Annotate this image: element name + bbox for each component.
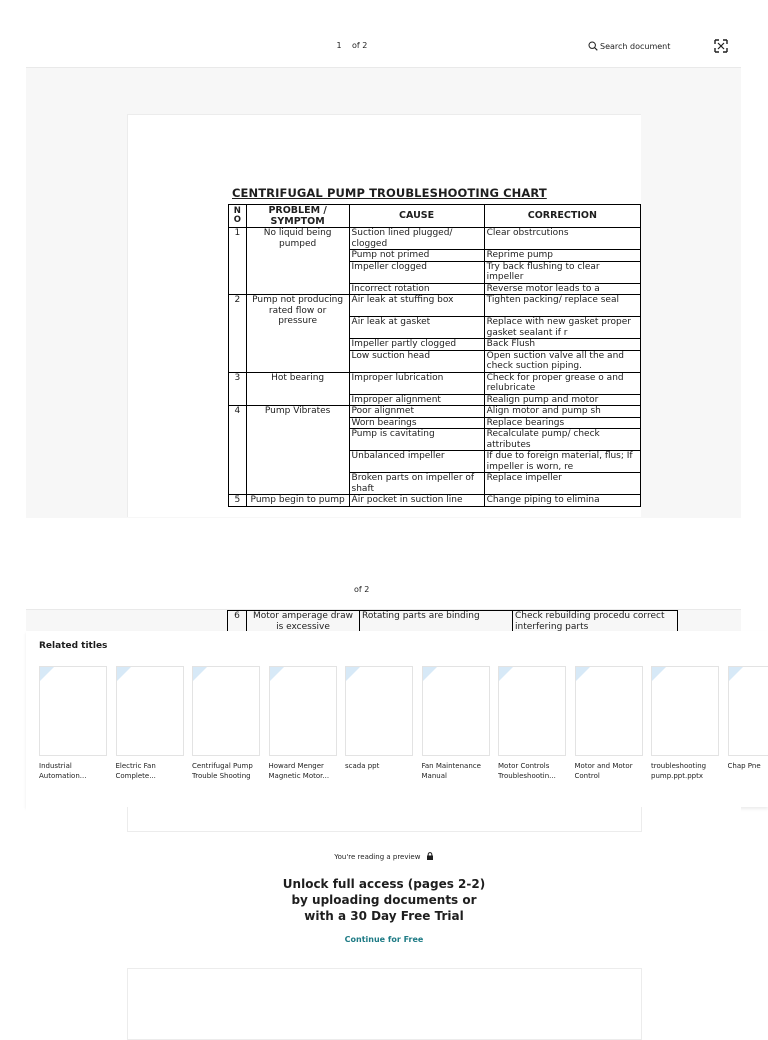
related-title-card[interactable] (422, 666, 490, 781)
row-correction: Replace bearings (484, 417, 640, 429)
related-title-card[interactable] (192, 666, 260, 781)
row-correction: Reverse motor leads to a (484, 283, 640, 295)
row-symptom: No liquid being pumped (246, 228, 349, 295)
related-title-card[interactable] (116, 666, 184, 781)
document-page-edge (127, 807, 642, 832)
related-title-label[interactable]: Industrial Automation... (39, 761, 107, 781)
row-correction: Align motor and pump sh (484, 406, 640, 418)
related-title-card[interactable] (39, 666, 107, 781)
header-symptom: PROBLEM / SYMPTOM (246, 205, 349, 228)
related-title-label[interactable]: Chap Pne (728, 761, 768, 781)
row-cause: Poor alignmet (349, 406, 484, 418)
header-no: N O (229, 205, 247, 228)
preview-note-text: You're reading a preview (334, 853, 420, 861)
preview-notice (0, 852, 768, 861)
unlock-message: Unlock full access (pages 2-2) by uploading documents or with a 30 Day Free Trial (280, 876, 488, 924)
row-no: 4 (229, 406, 247, 495)
row-cause: Broken parts on impeller of shaft (349, 473, 484, 495)
document-thumbnail[interactable] (345, 666, 413, 756)
row-correction: If due to foreign material, flus; If impeller is worn, re (484, 451, 640, 473)
row-cause: Impeller clogged (349, 261, 484, 283)
row-correction: Recalculate pump/ check attributes (484, 429, 640, 451)
table-row (229, 372, 641, 394)
row-symptom: Motor amperage draw is excessive (247, 611, 360, 633)
row-correction: Try back flushing to clear impeller (484, 261, 640, 283)
related-title-card[interactable] (345, 666, 413, 781)
table-header-row (229, 205, 641, 228)
page-2-table (227, 610, 678, 633)
related-title-label[interactable]: Howard Menger Magnetic Motor... (269, 761, 337, 781)
row-no: 6 (228, 611, 247, 633)
related-title-label[interactable]: troubleshooting pump.ppt.pptx (651, 761, 719, 781)
search-placeholder: Search document (600, 42, 670, 51)
document-title: CENTRIFUGAL PUMP TROUBLESHOOTING CHART (232, 186, 547, 200)
row-cause: Improper lubrication (349, 372, 484, 394)
row-symptom: Pump Vibrates (246, 406, 349, 495)
document-thumbnail[interactable] (422, 666, 490, 756)
row-correction: Replace impeller (484, 473, 640, 495)
row-correction: Clear obstrcutions (484, 228, 640, 250)
row-cause: Pump is cavitating (349, 429, 484, 451)
row-cause: Air leak at stuffing box (349, 295, 484, 317)
document-thumbnail[interactable] (192, 666, 260, 756)
row-symptom: Pump not producing rated flow or pressure (246, 295, 349, 373)
row-correction: Replace with new gasket proper gasket sealant if r (484, 317, 640, 339)
related-title-label[interactable]: Electric Fan Complete... (116, 761, 184, 781)
row-correction: Check rebuilding procedu correct interfering parts (513, 611, 678, 633)
table-row (229, 295, 641, 317)
row-correction: Realign pump and motor (484, 394, 640, 406)
continue-for-free-link[interactable]: Continue for Free (0, 935, 768, 944)
row-correction: Reprime pump (484, 250, 640, 262)
header-cause: CAUSE (349, 205, 484, 228)
related-title-label[interactable]: Motor Controls Troubleshootin... (498, 761, 566, 781)
related-titles-list (39, 666, 768, 781)
fullscreen-icon[interactable] (714, 39, 728, 53)
related-title-label[interactable]: Motor and Motor Control (575, 761, 643, 781)
row-correction: Open suction valve all the and check suction piping. (484, 350, 640, 372)
page-total-label: of 2 (352, 41, 367, 50)
row-cause: Pump not primed (349, 250, 484, 262)
table-row (229, 228, 641, 250)
document-page-next (127, 968, 642, 1040)
row-symptom: Pump begin to pump (246, 495, 349, 507)
row-cause: Low suction head (349, 350, 484, 372)
row-no: 5 (229, 495, 247, 507)
table-row (228, 611, 678, 633)
row-cause: Air pocket in suction line (349, 495, 484, 507)
row-cause: Worn bearings (349, 417, 484, 429)
related-title-card[interactable] (651, 666, 719, 781)
document-thumbnail[interactable] (651, 666, 719, 756)
row-correction: Back Flush (484, 339, 640, 351)
table-row (229, 406, 641, 418)
row-no: 3 (229, 372, 247, 406)
row-cause: Suction lined plugged/ clogged (349, 228, 484, 250)
row-symptom: Hot bearing (246, 372, 349, 406)
page-2-indicator: of 2 (354, 585, 369, 594)
row-cause: Impeller partly clogged (349, 339, 484, 351)
document-thumbnail[interactable] (575, 666, 643, 756)
row-cause: Rotating parts are binding (360, 611, 513, 633)
related-title-label[interactable]: scada ppt (345, 761, 413, 781)
related-title-label[interactable]: Fan Maintenance Manual (422, 761, 490, 781)
row-cause: Unbalanced impeller (349, 451, 484, 473)
lock-icon (426, 852, 434, 860)
related-title-label[interactable]: Centrifugal Pump Trouble Shooting (192, 761, 260, 781)
troubleshooting-table (228, 204, 641, 507)
row-cause: Incorrect rotation (349, 283, 484, 295)
document-thumbnail[interactable] (728, 666, 768, 756)
related-title-card[interactable] (269, 666, 337, 781)
related-title-card[interactable] (498, 666, 566, 781)
row-no: 1 (229, 228, 247, 295)
row-correction: Check for proper grease o and relubricate (484, 372, 640, 394)
header-correction: CORRECTION (484, 205, 640, 228)
row-no: 2 (229, 295, 247, 373)
table-row (229, 495, 641, 507)
row-cause: Air leak at gasket (349, 317, 484, 339)
related-titles-panel (26, 631, 768, 807)
row-correction: Tighten packing/ replace seal (484, 295, 640, 317)
document-thumbnail[interactable] (269, 666, 337, 756)
related-title-card[interactable] (575, 666, 643, 781)
page-1-content (0, 0, 641, 517)
row-cause: Improper alignment (349, 394, 484, 406)
row-correction: Change piping to elimina (484, 495, 640, 507)
document-thumbnail[interactable] (498, 666, 566, 756)
related-title-card[interactable] (728, 666, 768, 781)
document-thumbnail[interactable] (116, 666, 184, 756)
related-titles-heading: Related titles (39, 641, 107, 651)
document-thumbnail[interactable] (39, 666, 107, 756)
